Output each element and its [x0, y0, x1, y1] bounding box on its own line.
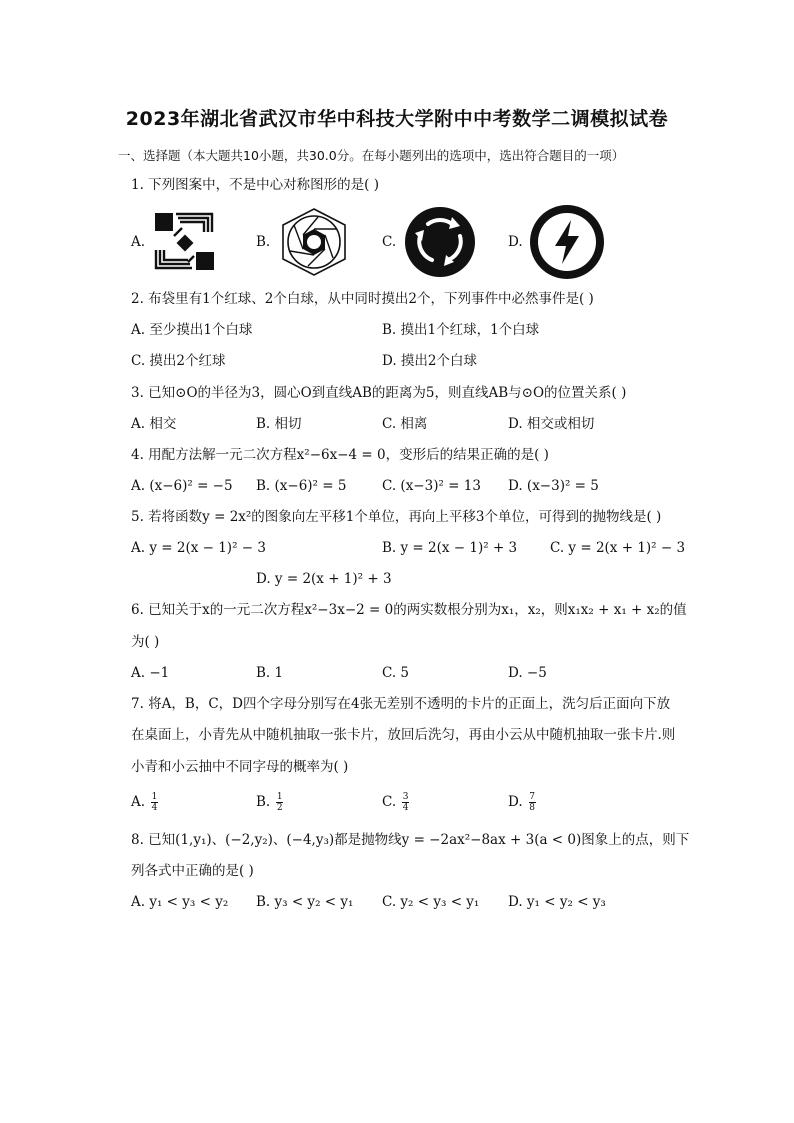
- q7-option-d: [508, 792, 536, 813]
- q4-stem: 4. 用配方法解一元二次方程x²−6x−4 = 0，变形后的结果正确的是( ): [131, 447, 549, 463]
- q2-option-b: B. 摸出1个红球，1个白球: [382, 322, 540, 338]
- q7-option-b-fraction: $\frac{1}{2}$: [276, 792, 283, 813]
- q1-stem: 1. 下列图案中，不是中心对称图形的是( ): [131, 177, 379, 193]
- q7-stem-line3: 小青和小云抽中不同字母的概率为( ): [131, 759, 349, 775]
- q7-option-b-label: B.: [256, 794, 271, 810]
- q7-option-c-fraction: $\frac{3}{4}$: [402, 792, 409, 813]
- q5-option-b: B. y = 2(x − 1)² + 3: [382, 540, 518, 556]
- section-heading: 一、选择题（本大题共10小题，共30.0分。在每小题列出的选项中，选出符合题目的一项）: [118, 148, 625, 163]
- q6-option-a: A. −1: [131, 665, 170, 681]
- q7-option-d-label: D.: [508, 794, 523, 810]
- q5-option-d: D. y = 2(x + 1)² + 3: [256, 571, 392, 587]
- circular-arrows-icon: [404, 206, 476, 278]
- q8-option-d: D. y₁ < y₂ < y₃: [508, 894, 606, 910]
- q3-stem: 3. 已知⊙O的半径为3，圆心O到直线AB的距离为5，则直线AB与⊙O的位置关系( ): [131, 385, 627, 401]
- q6-stem-line2: 为( ): [131, 634, 160, 650]
- q6-option-d: D. −5: [508, 665, 547, 681]
- q3-option-a: A. 相交: [131, 416, 177, 432]
- q7-option-b: [256, 792, 283, 813]
- q2-stem: 2. 布袋里有1个红球、2个白球，从中同时摸出2个，下列事件中必然事件是( ): [131, 291, 594, 307]
- q3-option-d: D. 相交或相切: [508, 416, 595, 432]
- q6-stem-line1: 6. 已知关于x的一元二次方程x²−3x−2 = 0的两实数根分别为x₁，x₂，则x₁x₂ + x₁ + x₂的值: [131, 602, 687, 618]
- q4-option-c: C. (x−3)² = 13: [382, 478, 481, 494]
- pinwheel-squares-icon: [152, 210, 218, 274]
- q1-option-a-label: A.: [131, 234, 146, 250]
- q7-option-d-fraction: $\frac{7}{8}$: [529, 792, 535, 813]
- q1-option-c-label: C.: [382, 234, 397, 250]
- q7-option-a-label: A.: [131, 794, 146, 810]
- q8-option-a: A. y₁ < y₃ < y₂: [131, 894, 229, 910]
- q3-option-b: B. 相切: [256, 416, 302, 432]
- q7-option-a: [131, 792, 158, 813]
- q2-option-a: A. 至少摸出1个白球: [131, 322, 253, 338]
- exam-title: 2023年湖北省武汉市华中科技大学附中中考数学二调模拟试卷: [125, 108, 669, 130]
- q6-option-c: C. 5: [382, 665, 410, 681]
- lightning-circle-icon: [529, 204, 605, 280]
- q8-option-c: C. y₂ < y₃ < y₁: [382, 894, 480, 910]
- q7-option-c: [382, 792, 409, 813]
- q7-stem-line2: 在桌面上，小青先从中随机抽取一张卡片，放回后洗匀，再由小云从中随机抽取一张卡片.则: [131, 727, 676, 743]
- hexagon-shutter-icon: [278, 207, 350, 277]
- q2-option-c: C. 摸出2个红球: [131, 353, 226, 369]
- q7-option-a-fraction: $\frac{1}{4}$: [151, 792, 158, 813]
- q7-option-c-label: C.: [382, 794, 397, 810]
- q4-option-a: A. (x−6)² = −5: [131, 478, 233, 494]
- q6-option-b: B. 1: [256, 665, 284, 681]
- q5-stem: 5. 若将函数y = 2x²的图象向左平移1个单位，再向上平移3个单位，可得到的抛物线是( ): [131, 509, 662, 525]
- q8-stem-line1: 8. 已知(1,y₁)、(−2,y₂)、(−4,y₃)都是抛物线y = −2ax²−8ax + 3(a < 0)图象上的点，则下: [131, 832, 690, 848]
- q4-option-d: D. (x−3)² = 5: [508, 478, 599, 494]
- q5-option-a: A. y = 2(x − 1)² − 3: [131, 540, 266, 556]
- q1-option-b-label: B.: [256, 234, 271, 250]
- q2-option-d: D. 摸出2个白球: [382, 353, 478, 369]
- q1-option-d-label: D.: [508, 234, 523, 250]
- q7-stem-line1: 7. 将A，B，C，D四个字母分别写在4张无差别不透明的卡片的正面上，洗匀后正面向下放: [131, 696, 671, 712]
- q8-option-b: B. y₃ < y₂ < y₁: [256, 894, 354, 910]
- q8-stem-line2: 列各式中正确的是( ): [131, 863, 254, 879]
- q4-option-b: B. (x−6)² = 5: [256, 478, 347, 494]
- q5-option-c: C. y = 2(x + 1)² − 3: [550, 540, 686, 556]
- q3-option-c: C. 相离: [382, 416, 428, 432]
